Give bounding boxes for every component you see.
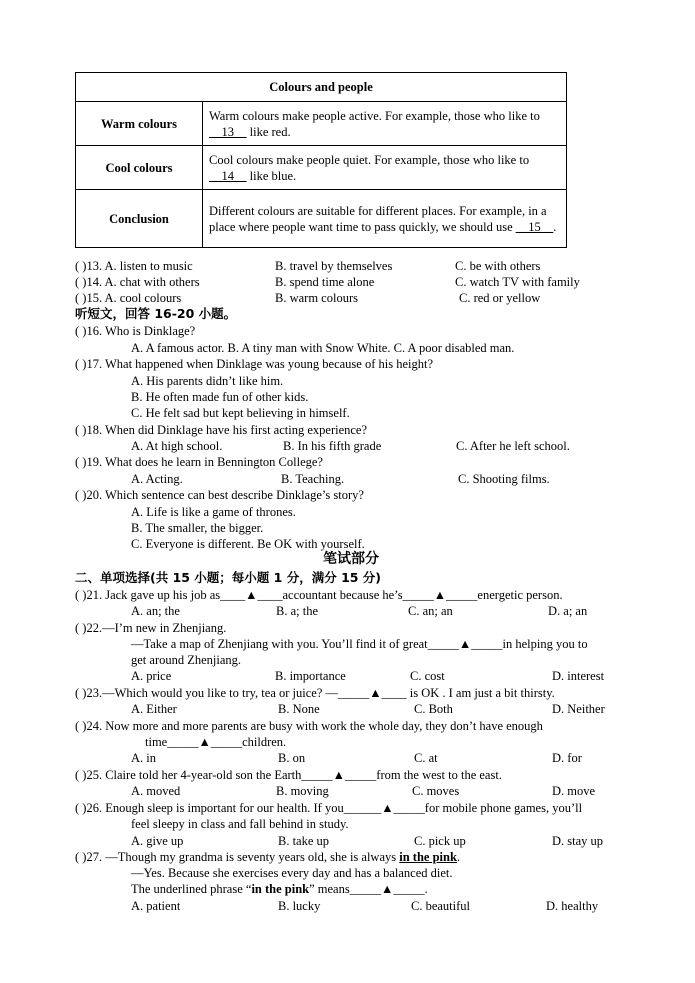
text-line: B. In his fifth grade	[283, 439, 382, 453]
text-line: C. be with others	[455, 259, 541, 273]
text-line: time_____▲_____children.	[145, 735, 287, 749]
text-line: B. a; the	[276, 604, 319, 618]
text-line: feel sleepy in class and fall behind in study.	[131, 817, 349, 831]
q27-option-c: C. beautiful	[411, 899, 471, 913]
colours-table	[75, 72, 567, 248]
q27-option-d: D. healthy	[546, 899, 599, 913]
text-line: ( )14. A. chat with others	[75, 275, 200, 289]
text-line: A. A famous actor. B. A tiny man with Snow White. C. A poor disabled man.	[131, 341, 515, 355]
text-line: B. None	[278, 702, 320, 716]
text-line: ( )18. When did Dinklage have his first acting experience?	[75, 423, 368, 437]
text-line: C. watch TV with family	[455, 275, 580, 289]
text-line: D. Neither	[552, 702, 605, 716]
text-line: 笔试部分	[323, 551, 379, 567]
text-line: ( )22.—I’m new in Zhenjiang.	[75, 621, 227, 635]
text-line: ( )16. Who is Dinklage?	[75, 324, 196, 338]
q27-option-a: A. patient	[131, 899, 181, 913]
table-title: Colours and people	[76, 73, 567, 102]
text-line: A. Acting.	[131, 472, 183, 486]
text-line: A. moved	[131, 784, 181, 798]
text-line: ( )26. Enough sleep is important for our health. If you______▲_____for mobile phone games, you’ll	[75, 801, 583, 815]
row-text-conclusion: Different colours are suitable for different places. For example, in a place where people want time to pass quickly, we should use __15__.	[203, 190, 567, 248]
question-27-reply: —Yes. Because she exercises every day and has a balanced diet.	[131, 866, 453, 880]
row-label-conclusion: Conclusion	[76, 190, 203, 248]
blank-13: __13__	[209, 124, 247, 139]
text-line: D. for	[552, 751, 582, 765]
text-line: D. stay up	[552, 834, 604, 848]
text-line: A. His parents didn’t like him.	[131, 374, 284, 388]
text-line: B. on	[278, 751, 306, 765]
text-line: C. red or yellow	[459, 291, 541, 305]
text-line: A. an; the	[131, 604, 180, 618]
text-line: ( )25. Claire told her 4-year-old son the Earth_____▲_____from the west to the east.	[75, 768, 502, 782]
text-line: 听短文，回答 16-20 小题。	[75, 306, 237, 321]
text-line: C. Both	[414, 702, 453, 716]
row-label-cool: Cool colours	[76, 146, 203, 190]
text-line: D. interest	[552, 669, 605, 683]
text-line: A. Life is like a game of thrones.	[131, 505, 296, 519]
blank-14: __14__	[209, 168, 247, 183]
text-line: C. pick up	[414, 834, 466, 848]
blank-15: __15__	[515, 219, 554, 234]
text-line: B. The smaller, the bigger.	[131, 521, 264, 535]
text-line: B. He often made fun of other kids.	[131, 390, 309, 404]
text-line: A. At high school.	[131, 439, 223, 453]
question-27: ( )27. —Though my grandma is seventy years old, she is always in the pink.	[75, 850, 461, 864]
text-line: ( )19. What does he learn in Bennington College?	[75, 455, 323, 469]
text-line: B. take up	[278, 834, 330, 848]
text-line: 二、单项选择(共 15 小题；每小题 1 分，满分 15 分)	[75, 570, 382, 585]
text-line: B. travel by themselves	[275, 259, 393, 273]
text-line: C. moves	[412, 784, 460, 798]
text-line: B. importance	[275, 669, 346, 683]
text-line: ( )13. A. listen to music	[75, 259, 193, 273]
text-line: A. Either	[131, 702, 177, 716]
text-line: B. Teaching.	[281, 472, 345, 486]
text-line: C. Shooting films.	[458, 472, 550, 486]
text-line: ( )15. A. cool colours	[75, 291, 182, 305]
text-line: B. spend time alone	[275, 275, 375, 289]
text-line: C. He felt sad but kept believing in himself.	[131, 406, 350, 420]
row-label-warm: Warm colours	[76, 102, 203, 146]
text-line: C. at	[414, 751, 438, 765]
text-line: C. cost	[410, 669, 445, 683]
text-line: C. Everyone is different. Be OK with yourself.	[131, 537, 365, 551]
text-line: C. an; an	[408, 604, 453, 618]
text-line: —Take a map of Zhenjiang with you. You’ll find it of great_____▲_____in helping you to	[131, 637, 588, 651]
text-line: D. move	[552, 784, 596, 798]
text-line: B. warm colours	[275, 291, 358, 305]
question-27-prompt: The underlined phrase “in the pink” means_____▲_____.	[131, 882, 428, 896]
q27-option-b: B. lucky	[278, 899, 321, 913]
underlined-phrase: in the pink	[399, 850, 457, 864]
text-line: A. give up	[131, 834, 184, 848]
text-line: C. After he left school.	[456, 439, 570, 453]
text-line: A. price	[131, 669, 172, 683]
text-line: ( )23.—Which would you like to try, tea or juice? —_____▲____ is OK . I am just a bit thirsty.	[75, 686, 555, 700]
text-line: D. a; an	[548, 604, 588, 618]
text-line: ( )20. Which sentence can best describe Dinklage’s story?	[75, 488, 364, 502]
text-line: B. moving	[276, 784, 329, 798]
text-line: A. in	[131, 751, 156, 765]
text-line: ( )24. Now more and more parents are busy with work the whole day, they don’t have enough	[75, 719, 543, 733]
text-line: ( )17. What happened when Dinklage was young because of his height?	[75, 357, 433, 371]
text-line: ( )21. Jack gave up his job as____▲____accountant because he’s_____▲_____energetic person.	[75, 588, 563, 602]
row-text-warm: Warm colours make people active. For example, those who like to __13__ like red.	[203, 102, 567, 146]
row-text-cool: Cool colours make people quiet. For example, those who like to __14__ like blue.	[203, 146, 567, 190]
text-line: get around Zhenjiang.	[131, 653, 242, 667]
